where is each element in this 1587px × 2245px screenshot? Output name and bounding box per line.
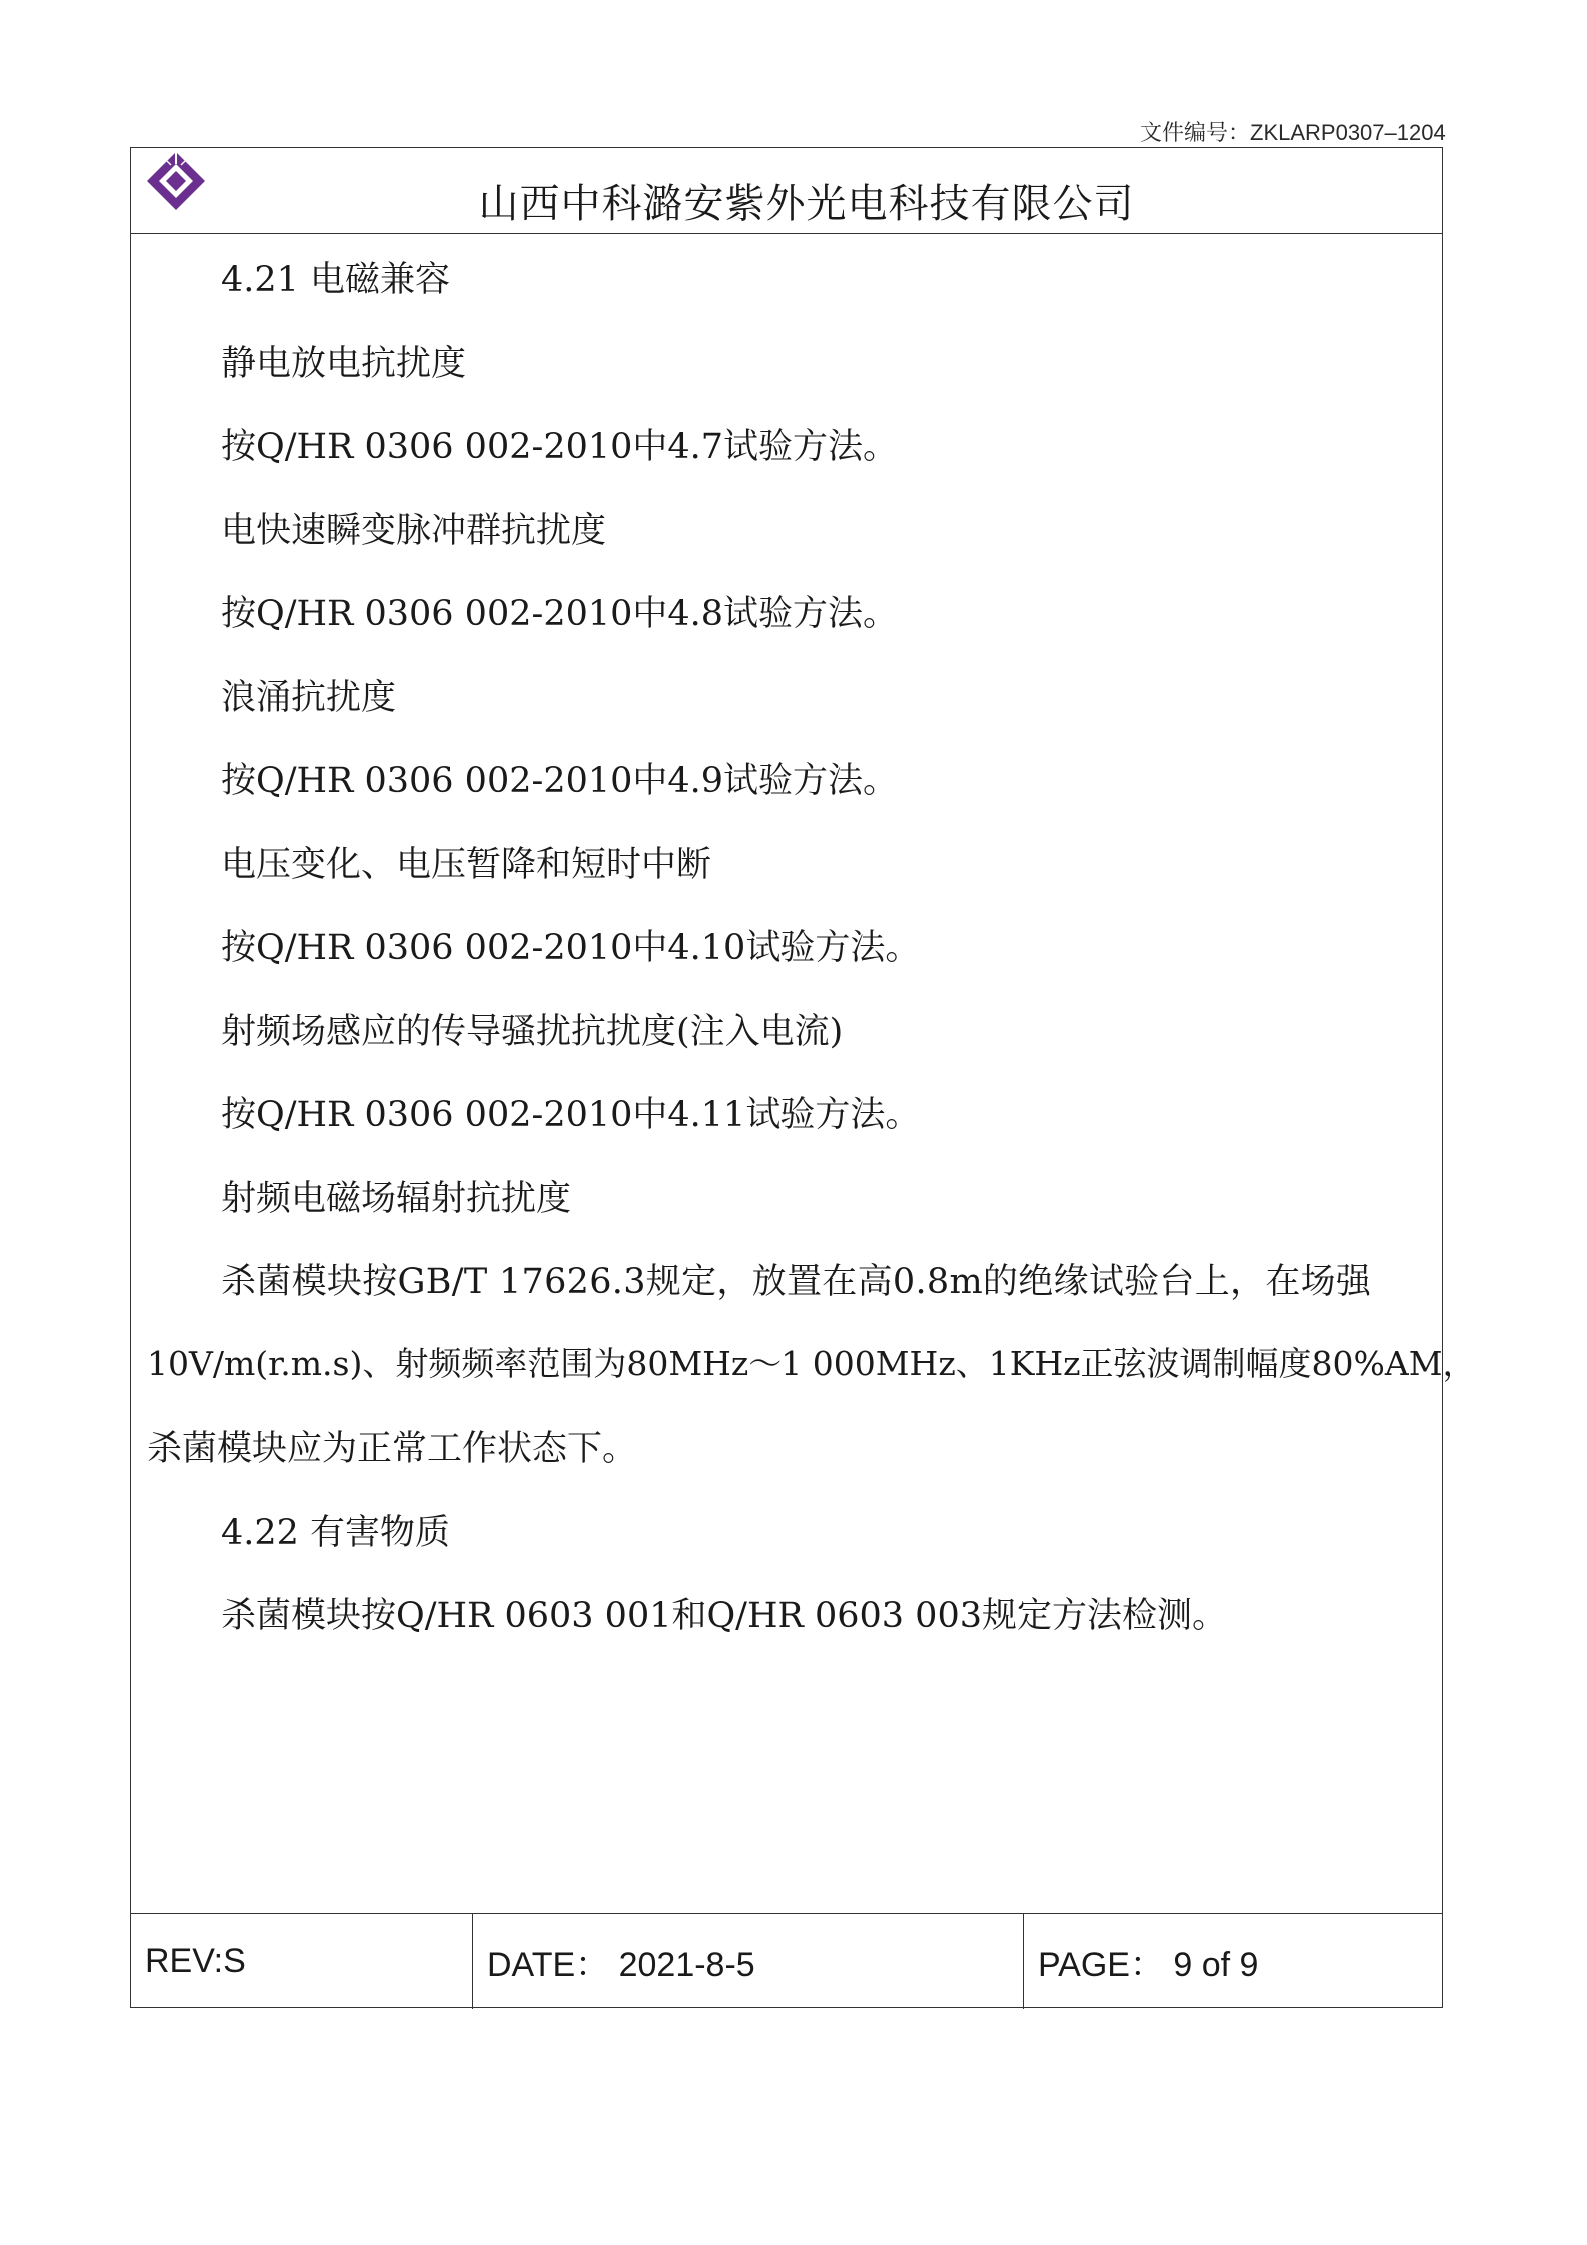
body-text: 杀菌模块应为正常工作状态下。	[147, 1429, 638, 1469]
company-name: 山西中科潞安紫外光电科技有限公司	[478, 181, 1135, 227]
body-text: 杀菌模块按GB/T 17626.3规定，放置在高0.8m的绝缘试验台上，在场强	[221, 1262, 1372, 1302]
subsection-title: 射频场感应的传导骚扰抗扰度(注入电流)	[221, 1012, 844, 1052]
subsection-title: 电压变化、电压暂降和短时中断	[221, 845, 712, 885]
document-header	[131, 148, 1442, 234]
section-heading: 4.22 有害物质	[221, 1513, 451, 1553]
date-cell: DATE： 2021-8-5	[473, 1914, 1024, 2009]
body-text: 10V/m(r.m.s)、射频频率范围为80MHz～1 000MHz、1KHz正弦波调制幅度80%AM，	[147, 1344, 1476, 1383]
subsection-title: 浪涌抗扰度	[221, 678, 397, 718]
subsection-title: 射频电磁场辐射抗扰度	[221, 1179, 572, 1219]
document-footer	[131, 1913, 1442, 2009]
subsection-title: 静电放电抗扰度	[221, 344, 467, 384]
body-text: 按Q/HR 0306 002-2010中4.7试验方法。	[221, 427, 899, 467]
file-number: 文件编号：ZKLARP0307–1204	[1140, 120, 1446, 145]
body-text: 按Q/HR 0306 002-2010中4.9试验方法。	[221, 761, 899, 801]
page-number-cell: PAGE： 9 of 9	[1038, 1946, 1259, 1984]
body-text: 按Q/HR 0306 002-2010中4.11试验方法。	[221, 1095, 921, 1135]
subsection-title: 电快速瞬变脉冲群抗扰度	[221, 511, 607, 551]
document-frame	[130, 147, 1476, 2008]
body-text: 杀菌模块按Q/HR 0603 001和Q/HR 0603 003规定方法检测。	[221, 1596, 1227, 1636]
revision-cell: REV:S	[131, 1914, 473, 2009]
body-text: 按Q/HR 0306 002-2010中4.8试验方法。	[221, 594, 899, 634]
body-text: 按Q/HR 0306 002-2010中4.10试验方法。	[221, 928, 921, 968]
section-heading: 4.21 电磁兼容	[221, 260, 451, 300]
